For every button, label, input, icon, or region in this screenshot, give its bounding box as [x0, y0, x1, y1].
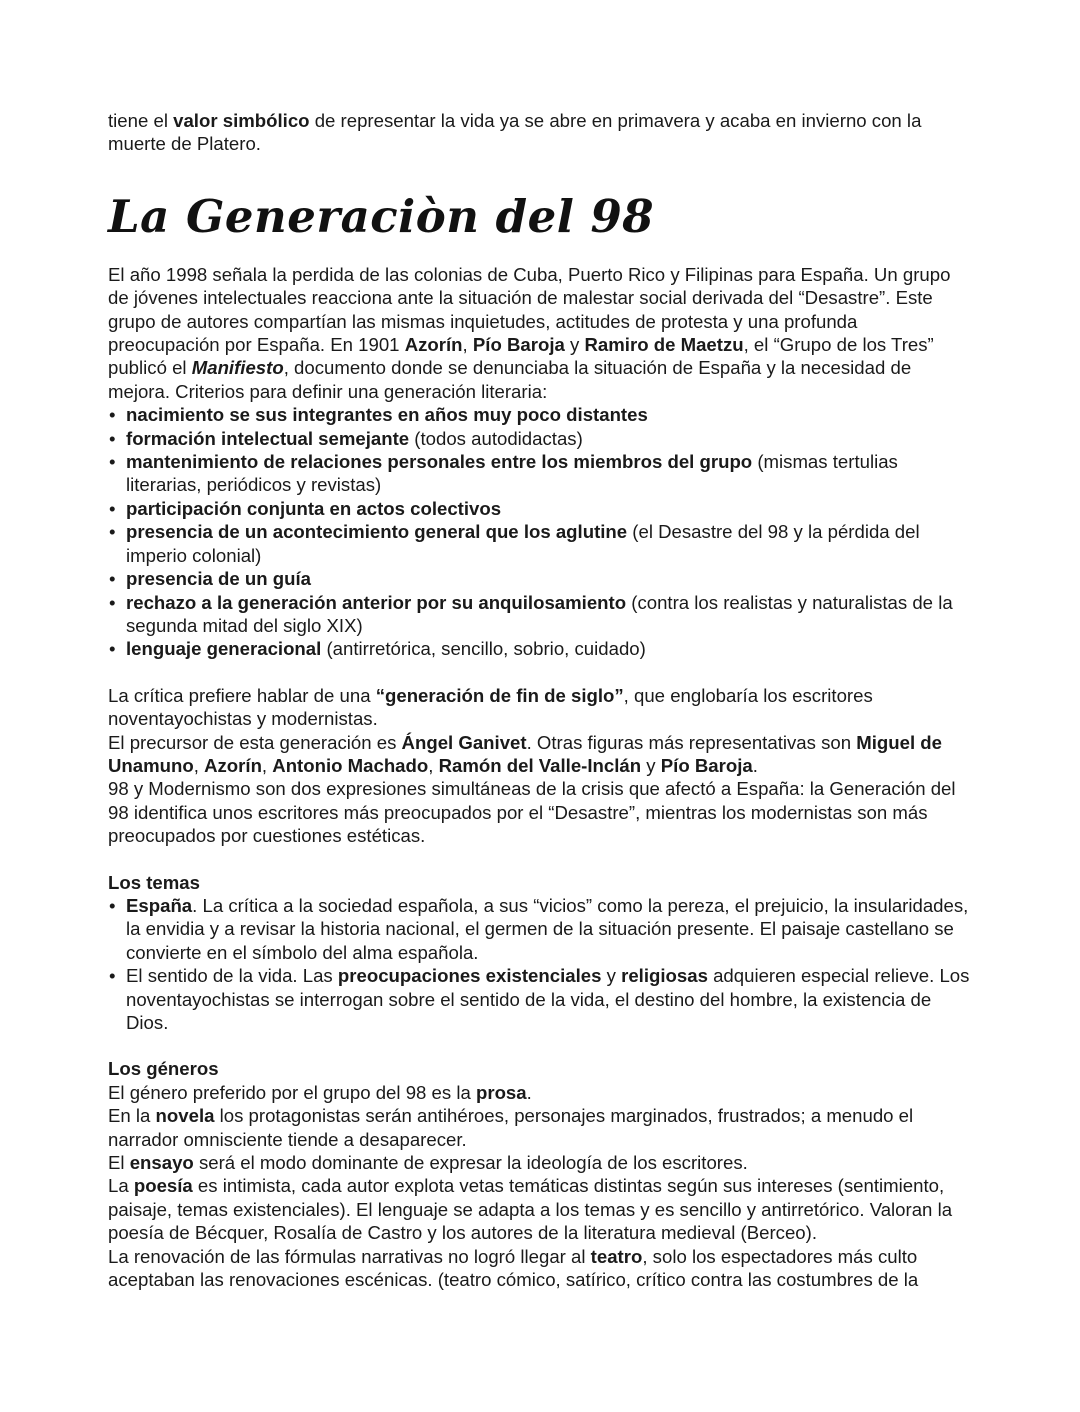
bold-run: “generación de fin de siglo” — [375, 684, 624, 706]
text-run: . Otras figuras más representativas son — [526, 731, 857, 753]
generos-paragraph — [108, 1174, 973, 1244]
bold-run: ensayo — [129, 1152, 194, 1174]
document-body — [108, 109, 973, 1291]
spacer — [108, 848, 973, 871]
bold-run: España — [126, 894, 193, 916]
bold-run: rechazo a la generación anterior por su anquilosamiento — [126, 591, 627, 613]
text-run: La — [108, 1175, 134, 1197]
text-run: El año 1998 señala la perdida de las colonias de Cuba, Puerto Rico y Filipinas para España. Un grupo de jóvenes intelectuales reacciona ante la situación de malestar social derivada del “Desastre”. Este grupo de autores compartían las mismas inquietudes, actitudes de protesta y una profunda preocupación por España. En 1901 — [108, 263, 951, 356]
bold-run: mantenimiento de relaciones personales entre los miembros del grupo — [126, 451, 753, 473]
text-run: , — [193, 754, 205, 776]
text-run: , — [428, 754, 439, 776]
list-item — [108, 637, 973, 660]
modernismo-paragraph: 98 y Modernismo son dos expresiones simultáneas de la crisis que afectó a España: la Generación del 98 identifica unos escritores más preocupados por el “Desastre”, mientras los modernistas son más preocupados por cuestiones estéticas. — [108, 778, 956, 847]
bold-run: presencia de un acontecimiento general que los aglutine — [126, 521, 628, 543]
section-title: La Generaciòn del 98 — [108, 189, 655, 243]
bold-run: Pío Baroja — [472, 334, 565, 356]
bold-run: preocupaciones existenciales — [337, 965, 602, 987]
list-item — [108, 403, 973, 426]
text-run: El sentido de la vida. Las — [126, 965, 338, 987]
bold-run: novela — [155, 1105, 215, 1127]
list-item — [108, 567, 973, 590]
bold-run: Azorín — [204, 754, 262, 776]
bold-run: lenguaje generacional — [126, 638, 322, 660]
text-run: y — [641, 754, 661, 776]
text-run: , documento donde se denunciaba la situación de España y la necesidad de mejora. Criterios para definir una generación literaria: — [108, 357, 912, 402]
bold-run: Antonio Machado — [272, 754, 429, 776]
text-run: El — [108, 1152, 130, 1174]
bold-run: Pío Baroja — [660, 754, 753, 776]
text-run: , — [462, 334, 473, 356]
text-run: La crítica prefiere hablar de una — [108, 684, 376, 706]
list-item — [108, 894, 973, 964]
spacer — [108, 661, 973, 684]
text-run: (el Desastre del 98 y la pérdida del imperio colonial) — [126, 521, 920, 566]
text-run: los protagonistas serán antihéroes, personajes marginados, frustrados; a menudo el narrador omnisciente tiende a desaparecer. — [108, 1105, 914, 1150]
bold-run: prosa — [475, 1081, 527, 1103]
text-run: La renovación de las fórmulas narrativas no logró llegar al — [108, 1245, 591, 1267]
text-run: El precursor de esta generación es — [108, 731, 402, 753]
text-run: (mismas tertulias literarias, periódicos y revistas) — [126, 451, 898, 496]
list-item — [108, 427, 973, 450]
text-run: y — [601, 965, 622, 987]
precursor-paragraph — [108, 731, 973, 778]
bold-run: poesía — [133, 1175, 193, 1197]
text-run: En la — [108, 1105, 156, 1127]
bold-run: formación intelectual semejante — [126, 427, 410, 449]
text-run: tiene el — [108, 110, 174, 131]
generos-heading: Los géneros — [108, 1058, 219, 1080]
temas-list — [108, 894, 973, 1034]
text-run: , solo los espectadores más culto aceptaban las renovaciones escénicas. (teatro cómico, satírico, crítico contra las costumbres de la — [108, 1245, 919, 1291]
bold-run: nacimiento se sus integrantes en años muy poco distantes — [126, 404, 648, 426]
bold-run: Miguel de Unamuno — [108, 731, 942, 776]
generos-paragraph — [108, 1245, 973, 1292]
bold-run: participación conjunta en actos colectivos — [126, 497, 502, 519]
text-run: , el “Grupo de los Tres” publicó el — [108, 334, 934, 379]
bold-run: Ángel Ganivet — [401, 731, 527, 753]
bold-run: valor simbólico — [173, 110, 310, 131]
text-run: (todos autodidactas) — [409, 427, 583, 449]
text-run: (antirretórica, sencillo, sobrio, cuidado) — [321, 638, 646, 660]
text-run: será el modo dominante de expresar la ideología de los escritores. — [193, 1152, 748, 1174]
bold-run: teatro — [590, 1245, 643, 1267]
bold-run: Ramón del Valle-Inclán — [438, 754, 642, 776]
text-run: El género preferido por el grupo del 98 es la — [108, 1081, 476, 1103]
list-item — [108, 497, 973, 520]
bold-italic-run: Manifiesto — [191, 357, 284, 379]
generos-paragraph — [108, 1151, 973, 1174]
context-paragraph — [108, 263, 973, 403]
bold-run: Azorín — [404, 334, 463, 356]
bold-run: presencia de un guía — [126, 568, 311, 590]
list-item — [108, 520, 973, 567]
text-run: y — [564, 334, 585, 356]
temas-heading: Los temas — [108, 871, 200, 893]
text-run: es intimista, cada autor explota vetas temáticas distintas según sus intereses (sentimiento, paisaje, temas existenciales). El lenguaje se adapta a los temas y es sencillo y antirretórico. Valoran la poesía de Bécquer, Rosalía de Castro y los autores de la literatura medieval (Berceo). — [108, 1175, 953, 1244]
text-run: de representar la vida ya se abre en primavera y acaba en invierno con la muerte de Platero. — [108, 110, 922, 155]
text-run: (contra los realistas y naturalistas de la segunda mitad del siglo XIX) — [126, 591, 953, 636]
list-item — [108, 591, 973, 638]
text-run: , que englobaría los escritores noventayochistas y modernistas. — [108, 684, 873, 730]
critica-paragraph — [108, 684, 973, 731]
bold-run: Ramiro de Maetzu — [584, 334, 744, 356]
generos-paragraph — [108, 1081, 973, 1104]
list-item — [108, 450, 973, 497]
generos-paragraph — [108, 1104, 973, 1151]
text-run: . — [526, 1081, 532, 1103]
text-run: , — [261, 754, 273, 776]
list-item — [108, 964, 973, 1034]
criteria-list — [108, 403, 973, 660]
intro-paragraph — [108, 109, 973, 156]
bold-run: religiosas — [621, 965, 708, 987]
text-run: adquieren especial relieve. Los noventayochistas se interrogan sobre el sentido de la vida, el destino del hombre, la existencia de Dios. — [126, 965, 970, 1033]
spacer — [108, 1034, 973, 1057]
text-run: . — [752, 754, 758, 776]
text-run: . La crítica a la sociedad española, a sus “vicios” como la pereza, el prejuicio, la insularidades, la envidia y a revisar la historia nacional, el germen de la situación presente. El paisaje castellano se convierte en el símbolo del alma española. — [126, 894, 969, 963]
